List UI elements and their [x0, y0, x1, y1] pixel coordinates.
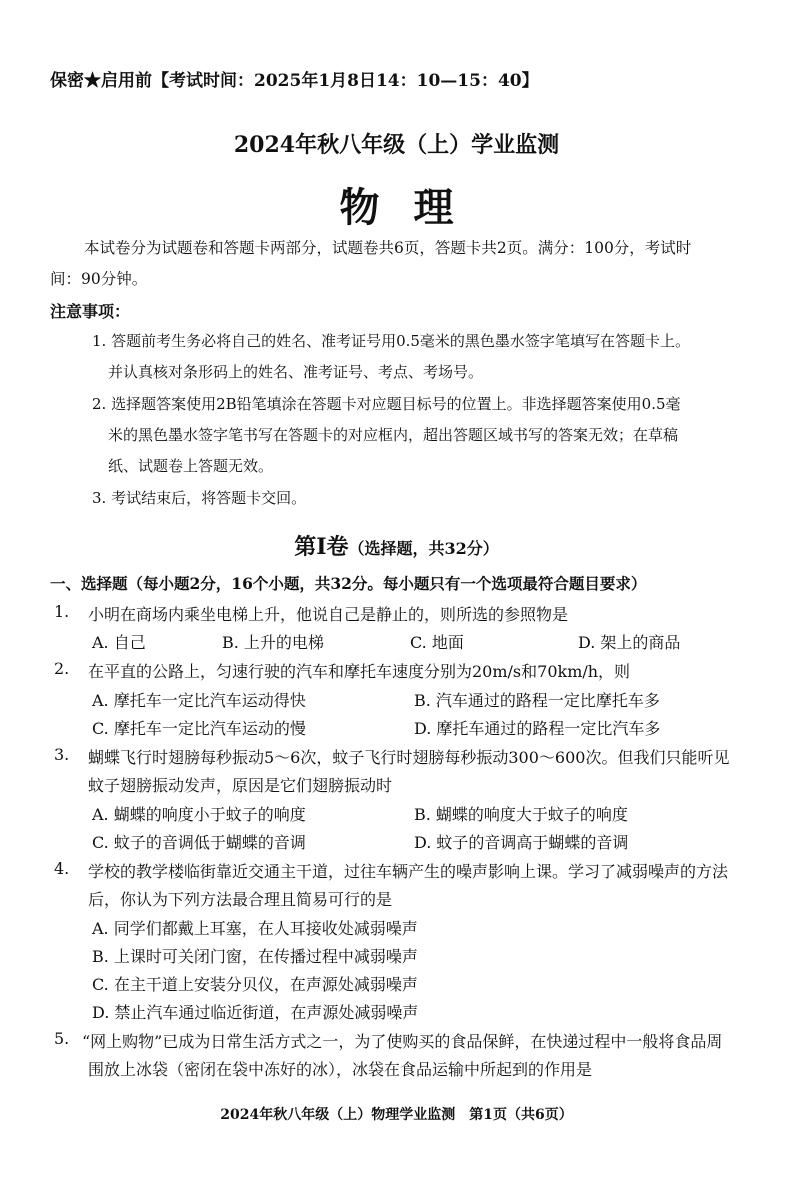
option-d: D. 摩托车通过的路程一定比汽车多: [414, 719, 661, 738]
notice-line-5: 纸、试题卷上答题无效。: [108, 457, 274, 475]
option-c: C. 地面: [410, 633, 464, 652]
option-a: A. 同学们都戴上耳塞，在人耳接收处减弱噪声: [92, 919, 418, 938]
question-number: 5.: [54, 1029, 70, 1048]
question-stem-line-2: 蚊子翅膀振动发声，原因是它们翅膀振动时: [88, 776, 393, 795]
section-detail: （选择题，共32分）: [348, 539, 499, 558]
option-c: C. 摩托车一定比汽车运动的慢: [92, 719, 306, 738]
option-b: B. 上升的电梯: [222, 633, 324, 652]
notice-line-1: 1. 答题前考生务必将自己的姓名、准考证号用0.5毫米的黑色墨水签字笔填写在答题卡上。: [92, 332, 690, 350]
option-c: C. 在主干道上安装分贝仪，在声源处减弱噪声: [92, 975, 418, 994]
question-stem-line-1: 蝴蝶飞行时翅膀每秒振动5～6次，蚊子飞行时翅膀每秒振动300～600次。但我们只能听见: [88, 748, 730, 767]
question-number: 2.: [54, 659, 70, 678]
question-stem-line-1: 学校的教学楼临街靠近交通主干道，过往车辆产生的噪声影响上课。学习了减弱噪声的方法: [88, 862, 729, 881]
section-title: 第Ⅰ卷: [294, 534, 349, 560]
question-stem: 在平直的公路上，匀速行驶的汽车和摩托车速度分别为20m/s和70km/h，则: [88, 662, 631, 681]
page-footer: 2024年秋八年级（上）物理学业监测 第1页（共6页）: [220, 1107, 573, 1123]
notice-line-2: 并认真核对条形码上的姓名、准考证号、考点、考场号。: [108, 363, 484, 381]
question-stem: 小明在商场内乘坐电梯上升，他说自己是静止的，则所选的参照物是: [88, 605, 569, 624]
notice-heading: 注意事项：: [50, 302, 131, 321]
option-b: B. 蝴蝶的响度大于蚊子的响度: [414, 805, 628, 824]
option-a: A. 自己: [92, 633, 146, 652]
subject-title: 物理: [339, 184, 488, 231]
notice-line-4: 米的黑色墨水签字笔书写在答题卡的对应框内，超出答题区域书写的答案无效；在草稿: [108, 426, 679, 444]
notice-line-3: 2. 选择题答案使用2B铅笔填涂在答题卡对应题目标号的位置上。非选择题答案使用0.5毫: [92, 395, 681, 413]
option-b: B. 上课时可关闭门窗，在传播过程中减弱噪声: [92, 947, 418, 966]
option-b: B. 汽车通过的路程一定比摩托车多: [414, 691, 660, 710]
question-stem-line-2: 围放上冰袋（密闭在袋中冻好的冰），冰袋在食品运输中所起到的作用是: [88, 1060, 593, 1079]
question-stem-line-1: “网上购物”已成为日常生活方式之一，为了使购买的食品保鲜，在快递过程中一般将食品周: [82, 1032, 723, 1051]
option-d: D. 禁止汽车通过临近街道，在声源处减弱噪声: [92, 1003, 419, 1022]
question-stem-line-2: 后，你认为下列方法最合理且简易可行的是: [88, 890, 393, 909]
intro-line-2: 间：90分钟。: [50, 270, 148, 288]
intro-line-1: 本试卷分为试题卷和答题卡两部分，试题卷共6页，答题卡共2页。满分：100分，考试时: [84, 239, 692, 257]
option-d: D. 蚊子的音调高于蝴蝶的音调: [414, 833, 629, 852]
question-number: 3.: [54, 745, 70, 764]
part-one-heading: 一、选择题（每小题2分，16个小题，共32分。每小题只有一个选项最符合题目要求）: [50, 574, 647, 593]
option-a: A. 蝴蝶的响度小于蚊子的响度: [92, 805, 306, 824]
section-heading: [0, 530, 793, 561]
question-number: 4.: [54, 859, 70, 878]
confidential-exam-time-note: 保密★启用前【考试时间：2025年1月8日14：10—15：40】: [50, 71, 539, 91]
notice-line-6: 3. 考试结束后，将答题卡交回。: [92, 489, 307, 507]
exam-title: 2024年秋八年级（上）学业监测: [233, 132, 560, 158]
option-c: C. 蚊子的音调低于蝴蝶的音调: [92, 833, 306, 852]
option-d: D. 架上的商品: [578, 633, 681, 652]
question-number: 1.: [54, 602, 70, 621]
option-a: A. 摩托车一定比汽车运动得快: [92, 691, 306, 710]
